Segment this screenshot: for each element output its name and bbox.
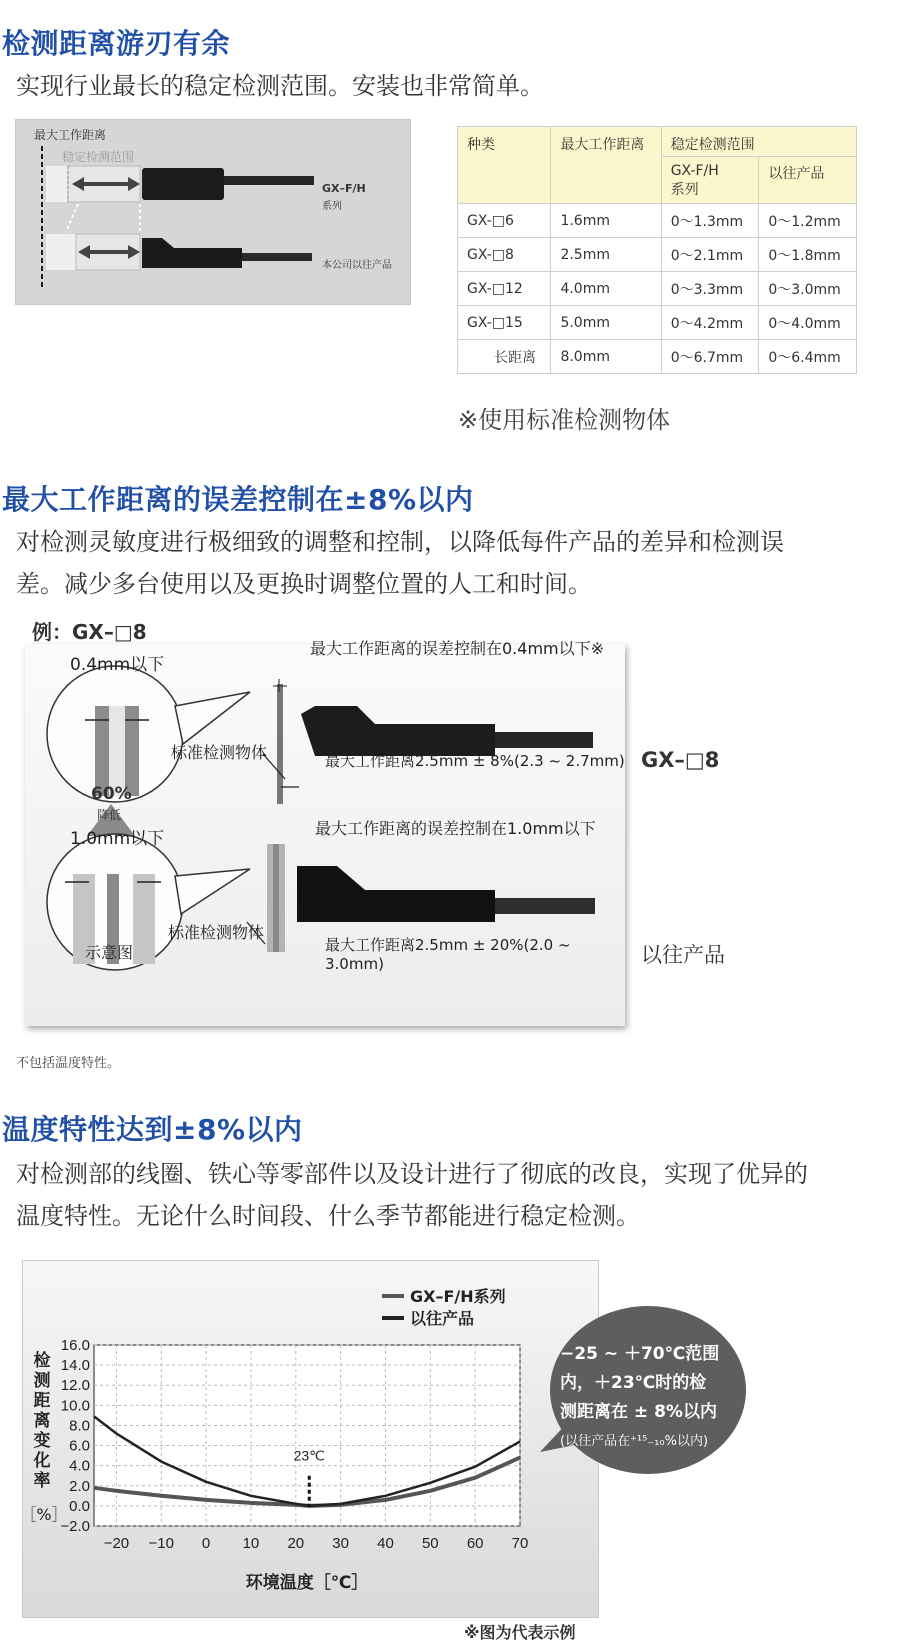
fig2-top-object-label: 标准检测物体 [171,743,268,762]
y-tick-label: 10.0 [60,1397,90,1415]
table-cell: 1.6mm [551,204,661,238]
x-tick-label: 30 [332,1535,349,1552]
y-tick-label: 4.0 [69,1457,90,1475]
fig2-top-gap: 0.4mm以下 [70,655,165,675]
fig2-bottom-error: 最大工作距离的误差控制在1.0mm以下 [315,819,596,838]
section-title-accuracy: 最大工作距离的误差控制在±8%以内 [2,483,474,516]
chart-note: ※图为代表示例 [464,1623,576,1642]
spec-header-stable: 稳定检测范围 [661,127,856,157]
y-axis-label-char: 化 [33,1451,51,1471]
x-tick-label: 50 [421,1535,439,1552]
x-tick-label: 70 [511,1535,529,1552]
table-cell: GX-□6 [458,204,551,238]
x-tick-label: 10 [242,1535,260,1552]
y-axis-label-char: 率 [33,1471,51,1491]
x-tick-label: 0 [201,1535,211,1552]
callout-line: 内，＋23℃时的检 [560,1373,707,1393]
table-cell: 0～1.8mm [759,238,857,272]
fig1-model-a-sub: 系列 [322,201,342,212]
x-axis-label: 环境温度［℃］ [245,1573,369,1593]
table-cell: 0～3.3mm [661,272,759,306]
table-cell: 0～1.2mm [759,204,857,238]
y-axis-label-char: 变 [33,1431,51,1451]
fig2-bottom-distance: 最大工作距离2.5mm ± 20%(2.0 ~ 3.0mm) [325,936,571,973]
y-tick-label: 0.0 [69,1497,90,1515]
section-lead-temperature-1: 对检测部的线圈、铁心等零部件以及设计进行了彻底的改良，实现了优异的 [16,1160,808,1188]
fig1-max-distance-label: 最大工作距离 [34,128,107,142]
fig2-bottom-gap: 1.0mm以下 [70,829,165,849]
legend-label: GX–F/H系列 [410,1287,506,1306]
table-cell: 2.5mm [551,238,661,272]
table-cell: 0～6.4mm [759,340,857,374]
table-cell: 0～1.3mm [661,204,759,238]
table-cell: 0～3.0mm [759,272,857,306]
section-lead-range: 实现行业最长的稳定检测范围。安装也非常简单。 [16,72,544,100]
y-tick-label: 12.0 [60,1377,90,1395]
fig2-schematic-label: 示意图 [85,943,134,962]
fig2-footnote: 不包括温度特性。 [16,1056,121,1071]
callout-line: 测距离在 ± 8%以内 [560,1402,717,1422]
marker-23c-label: 23℃ [293,1447,325,1464]
table-cell: 0～4.0mm [759,306,857,340]
table-cell: 5.0mm [551,306,661,340]
y-axis-label-char: 距 [33,1391,51,1411]
fig2-bottom-model: 以往产品 [641,943,725,967]
y-axis-label-char: 离 [33,1411,51,1431]
fig2-top-model: GX–□8 [641,748,720,772]
fig2-top-distance: 最大工作距离2.5mm ± 8%(2.3 ~ 2.7mm) [325,752,625,770]
y-tick-label: 8.0 [69,1417,90,1435]
y-tick-label: 2.0 [69,1477,90,1495]
y-tick-label: 6.0 [69,1437,90,1455]
fig2-reduce-label: 降低 [97,808,122,822]
table-cell: 8.0mm [551,340,661,374]
x-tick-label: 20 [287,1535,305,1552]
fig2-reduce-percent: 60% [91,784,132,804]
y-axis-unit: ［%］ [20,1505,68,1524]
table-cell: GX-□12 [458,272,551,306]
x-tick-label: −10 [148,1535,174,1552]
spec-note: ※使用标准检测物体 [458,406,671,434]
fig2-bottom-object-label: 标准检测物体 [168,923,265,942]
fig1-model-b: 本公司以往产品 [322,260,392,271]
y-axis-label-char: 检 [33,1351,51,1371]
y-tick-label: 16.0 [60,1337,90,1354]
y-tick-label: 14.0 [60,1357,90,1375]
fig2-top-error: 最大工作距离的误差控制在0.4mm以下※ [310,639,605,658]
table-cell: 4.0mm [551,272,661,306]
callout-line: −25 ~ ＋70℃范围 [560,1344,720,1364]
table-cell: GX-□8 [458,238,551,272]
spec-header-gx-line2: 系列 [670,182,699,198]
table-cell: 长距离 [458,340,551,374]
spec-header-gx-line1: GX-F/H [670,163,719,179]
section-title-range: 检测距离游刃有余 [2,27,231,60]
fig1-stable-range-label: 稳定检测范围 [62,150,135,164]
legend-label: 以往产品 [410,1309,475,1328]
fig1-model-a: GX–F/H [322,182,366,195]
section-lead-accuracy-1: 对检测灵敏度进行极细致的调整和控制，以降低每件产品的差异和检测误 [16,528,784,556]
spec-header-old: 以往产品 [759,157,857,204]
table-cell: 0～6.7mm [661,340,759,374]
spec-header-max: 最大工作距离 [551,127,661,204]
x-tick-label: 40 [377,1535,394,1552]
fig2-example-label: 例：GX–□8 [32,620,147,644]
table-cell: 0～2.1mm [661,238,759,272]
x-tick-label: −20 [103,1535,130,1552]
spec-header-type: 种类 [458,127,551,204]
callout-line: (以往产品在⁺¹⁵₋₁₀%以内) [560,1434,709,1449]
callout-text [560,1340,740,1456]
section-title-temperature: 温度特性达到±8%以内 [2,1113,303,1146]
x-tick-label: 60 [466,1535,484,1552]
y-tick-label: −2.0 [60,1518,90,1535]
section-lead-accuracy-2: 差。减少多台使用以及更换时调整位置的人工和时间。 [16,570,592,598]
plot-area [94,1345,520,1526]
table-cell: 0～4.2mm [661,306,759,340]
section-lead-temperature-2: 温度特性。无论什么时间段、什么季节都能进行稳定检测。 [16,1202,640,1230]
y-axis-label-char: 测 [33,1371,51,1391]
table-cell: GX-□15 [458,306,551,340]
